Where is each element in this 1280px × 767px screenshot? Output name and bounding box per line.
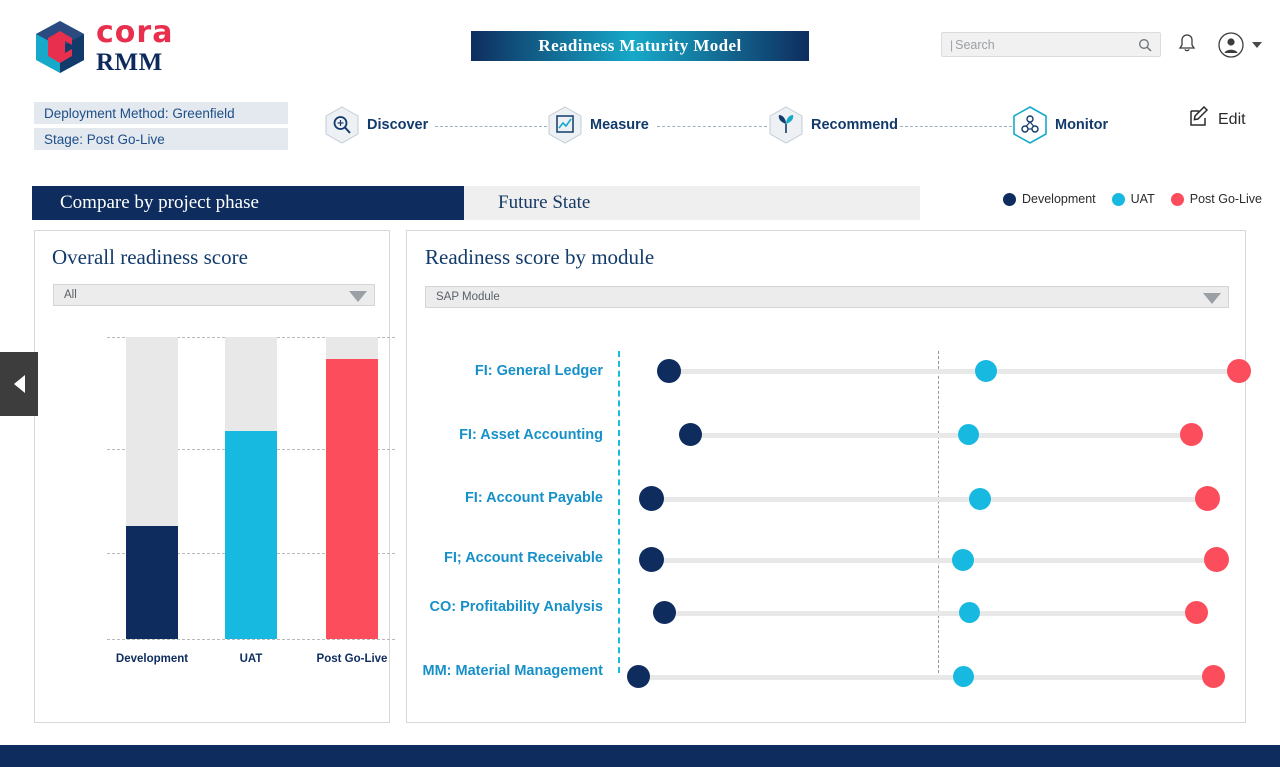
dot-post-go-live-2[interactable] xyxy=(1180,423,1203,446)
dot-development-5[interactable] xyxy=(653,601,676,624)
cora-logo-icon xyxy=(34,19,86,75)
overall-readiness-filter-select[interactable] xyxy=(53,284,375,306)
tab-future-state-label: Future State xyxy=(498,192,591,213)
edit-label: Edit xyxy=(1218,110,1246,128)
edit-icon xyxy=(1188,106,1210,133)
bar-uat[interactable] xyxy=(225,431,277,639)
sap-module-filter-select[interactable] xyxy=(425,286,1229,308)
page-title: Readiness Maturity Model xyxy=(538,36,742,55)
logo-primary-text: cora xyxy=(96,15,174,50)
step-discover[interactable] xyxy=(325,106,428,144)
overall-readiness-title: Overall readiness score xyxy=(52,245,248,269)
step-monitor-label: Monitor xyxy=(1055,117,1109,133)
chevron-down-icon[interactable] xyxy=(1252,42,1262,48)
dot-uat-4[interactable] xyxy=(952,549,974,571)
module-label-mm-material-management-text: MM: Material Management xyxy=(422,663,603,679)
step-recommend[interactable] xyxy=(769,106,898,144)
gridline-base xyxy=(107,639,395,640)
chevron-down-icon[interactable] xyxy=(1203,293,1221,304)
legend-item-post-go-live xyxy=(1171,192,1262,206)
tab-compare-by-project-phase[interactable] xyxy=(32,186,464,220)
legend-label-uat: UAT xyxy=(1130,192,1155,206)
reference-line-grey xyxy=(938,351,939,673)
readiness-by-module-panel xyxy=(406,230,1246,723)
user-avatar-icon[interactable] xyxy=(1218,32,1244,63)
logo-secondary-text: RMM xyxy=(96,49,163,76)
dot-uat-6[interactable] xyxy=(953,666,974,687)
reference-line-cyan xyxy=(618,351,620,673)
chevron-left-icon xyxy=(14,375,25,393)
dot-post-go-live-6[interactable] xyxy=(1202,665,1225,688)
dot-uat-1[interactable] xyxy=(975,360,997,382)
row-line-2 xyxy=(685,433,1195,438)
module-label-fi-asset-accounting: FI: Asset Accounting xyxy=(459,427,603,443)
readiness-by-module-title: Readiness score by module xyxy=(425,245,655,269)
dot-uat-3[interactable] xyxy=(969,488,991,510)
chevron-down-icon[interactable] xyxy=(349,291,367,302)
legend-item-uat xyxy=(1112,192,1155,206)
discover-icon xyxy=(325,106,359,144)
row-line-4 xyxy=(647,558,1222,563)
dot-post-go-live-5[interactable] xyxy=(1185,601,1208,624)
module-label-mm-material-management xyxy=(413,661,603,681)
overall-readiness-filter-value: All xyxy=(64,289,77,301)
notifications-bell-icon[interactable] xyxy=(1178,33,1196,58)
tab-compare-label: Compare by project phase xyxy=(60,192,259,213)
deployment-method-label: Deployment Method: Greenfield xyxy=(34,102,288,124)
app-footer xyxy=(0,745,1280,767)
row-line-3 xyxy=(647,497,1212,502)
overall-readiness-bar-chart xyxy=(75,331,388,679)
row-line-5 xyxy=(660,611,1195,616)
sidebar-collapse-handle[interactable] xyxy=(0,352,38,416)
readiness-by-module-chart xyxy=(407,317,1247,717)
bar-label-post-go-live: Post Go-Live xyxy=(316,653,388,665)
legend-dot-development xyxy=(1003,193,1016,206)
bar-post-go-live[interactable] xyxy=(326,359,378,639)
logo-text xyxy=(96,15,174,76)
app-header xyxy=(0,0,1280,92)
bar-development[interactable] xyxy=(126,526,178,639)
search-input[interactable] xyxy=(941,32,1161,57)
dot-post-go-live-3[interactable] xyxy=(1195,486,1220,511)
stage-label: Stage: Post Go-Live xyxy=(34,128,288,150)
step-recommend-label: Recommend xyxy=(811,117,899,133)
step-connector-1 xyxy=(435,126,547,127)
step-connector-2 xyxy=(657,126,767,127)
sap-module-filter-value: SAP Module xyxy=(436,291,500,303)
overall-readiness-panel xyxy=(34,230,390,723)
module-label-co-profitability-analysis xyxy=(413,597,603,617)
tab-future-state[interactable] xyxy=(464,186,920,220)
dot-development-3[interactable] xyxy=(639,486,664,511)
dot-uat-2[interactable] xyxy=(958,424,979,445)
legend-dot-post-go-live xyxy=(1171,193,1184,206)
search-placeholder: Search xyxy=(955,37,995,52)
row-line-1 xyxy=(662,369,1242,374)
measure-icon xyxy=(548,106,582,144)
module-label-fi-general-ledger: FI: General Ledger xyxy=(474,363,603,379)
step-connector-3 xyxy=(900,126,1012,127)
step-discover-label: Discover xyxy=(367,117,429,133)
legend-label-development: Development xyxy=(1022,192,1096,206)
row-line-6 xyxy=(635,675,1215,680)
module-label-fi-account-receivable: FI; Account Receivable xyxy=(443,550,603,566)
dot-uat-5[interactable] xyxy=(959,602,980,623)
dot-development-2[interactable] xyxy=(679,423,702,446)
step-monitor[interactable] xyxy=(1013,106,1108,144)
module-label-fi-account-payable: FI: Account Payable xyxy=(464,490,603,506)
meta-strip xyxy=(0,92,1280,154)
chart-legend xyxy=(1003,192,1262,206)
bar-label-development: Development xyxy=(115,653,189,665)
dot-development-1[interactable] xyxy=(657,359,681,383)
dot-development-4[interactable] xyxy=(639,547,664,572)
search-icon[interactable] xyxy=(1138,38,1152,52)
module-label-co-profitability-analysis-text: CO: Profitability Analysis xyxy=(429,599,603,615)
legend-item-development xyxy=(1003,192,1096,206)
recommend-icon xyxy=(769,106,803,144)
legend-label-post-go-live: Post Go-Live xyxy=(1189,192,1262,206)
dot-development-6[interactable] xyxy=(627,665,650,688)
step-measure[interactable] xyxy=(548,106,649,144)
monitor-icon xyxy=(1013,106,1047,144)
process-steps xyxy=(325,106,1115,146)
edit-button[interactable] xyxy=(1188,106,1246,133)
app-logo[interactable] xyxy=(34,15,174,76)
page-title-banner xyxy=(471,31,809,61)
dot-post-go-live-4[interactable] xyxy=(1204,547,1229,572)
bar-label-uat: UAT xyxy=(239,653,263,665)
search-cursor: | xyxy=(950,37,954,52)
step-measure-label: Measure xyxy=(590,117,649,133)
dot-post-go-live-1[interactable] xyxy=(1227,359,1251,383)
legend-dot-uat xyxy=(1112,193,1125,206)
